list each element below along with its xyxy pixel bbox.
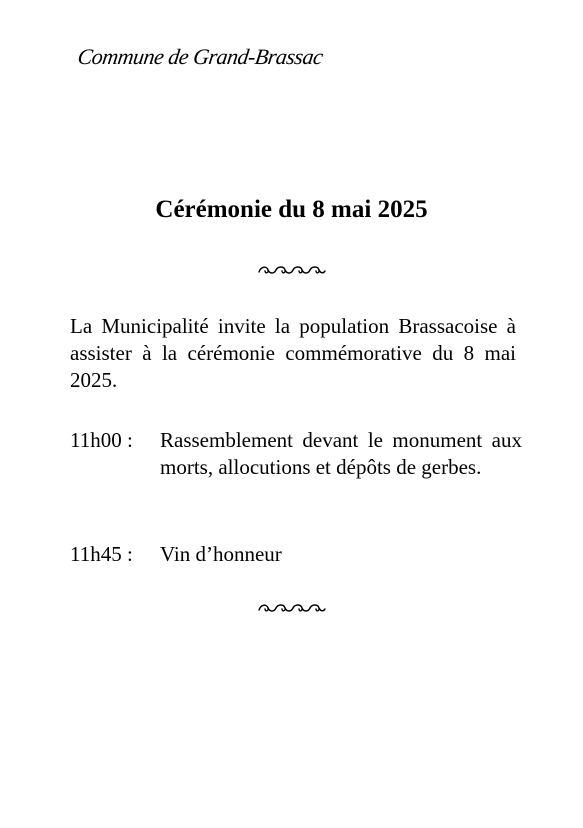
schedule-time: 11h45 : <box>70 542 133 566</box>
invitation-paragraph: La Municipalité invite la population Brassacoise à assister à la cérémonie commémorative du 8 mai 2025. <box>70 314 516 392</box>
flourish-divider-icon <box>257 601 327 615</box>
page-title: Cérémonie du 8 mai 2025 <box>155 196 428 223</box>
schedule-time: 11h00 : <box>70 428 133 452</box>
commune-name: Commune de Grand-Brassac <box>76 44 325 69</box>
flourish-divider-icon <box>257 263 327 277</box>
schedule-description: Rassemblement devant le monument aux morts, allocutions et dépôts de gerbes. <box>160 428 522 479</box>
schedule-description: Vin d’honneur <box>160 542 282 566</box>
